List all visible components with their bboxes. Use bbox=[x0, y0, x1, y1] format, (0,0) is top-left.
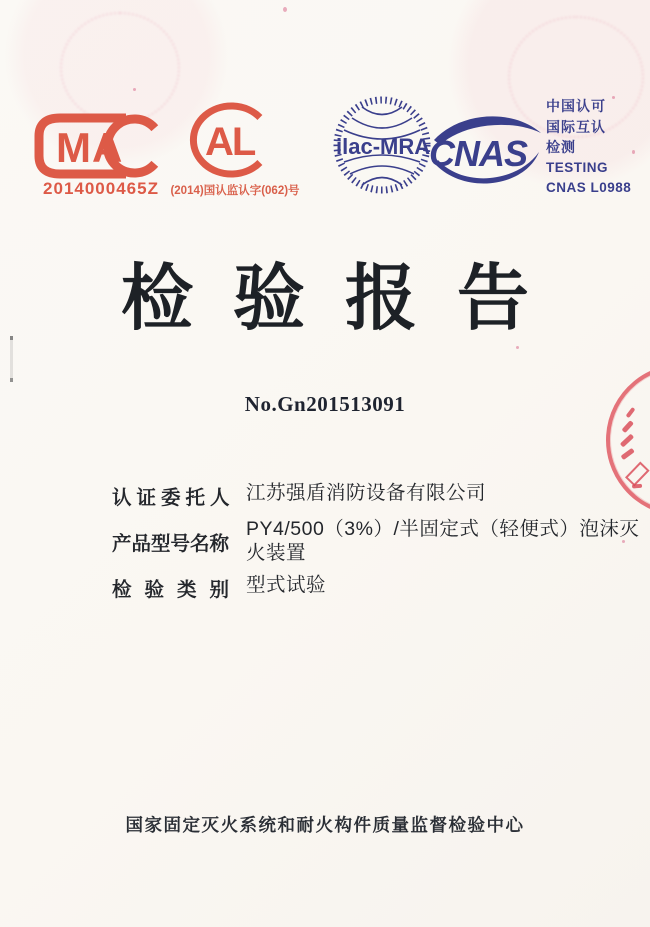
ink-speck bbox=[283, 7, 287, 12]
cma-mark-text: MA bbox=[56, 124, 124, 171]
cnas-line-cn-2: 国际互认 bbox=[546, 118, 606, 135]
cma-logo-icon bbox=[32, 112, 166, 180]
field-value-product-model: PY4/500（3%）/半固定式（轻便式）泡沫灭火装置 bbox=[246, 518, 640, 564]
cnas-line-testing: TESTING bbox=[546, 159, 609, 175]
cnas-line-cn-3: 检测 bbox=[546, 139, 576, 155]
red-seal-stamp-icon bbox=[586, 344, 650, 536]
cal-approval-caption: (2014)国认监认字(062)号 bbox=[170, 185, 300, 197]
cnas-line-number: CNAS L0988 bbox=[546, 180, 632, 195]
cnas-line-cn-1: 中国认可 bbox=[546, 98, 606, 114]
field-label-product-model: 产品型号名称 bbox=[112, 533, 230, 555]
ilac-mark-text: ilac-MRA bbox=[336, 134, 431, 159]
ilac-mra-logo-icon bbox=[332, 92, 432, 198]
field-label-applicant: 认证委托人 bbox=[112, 487, 235, 509]
field-label-test-type: 检验类别 bbox=[112, 579, 243, 601]
cal-logo-icon bbox=[184, 98, 276, 182]
ink-speck bbox=[133, 88, 136, 91]
cnas-mark-text: CNAS bbox=[429, 133, 528, 174]
cnas-logo-icon bbox=[428, 110, 544, 188]
cnas-accreditation-text bbox=[546, 96, 648, 199]
ink-speck bbox=[516, 346, 519, 349]
report-number: No.Gn201513091 bbox=[244, 392, 406, 416]
ghost-stamp-bleed-left bbox=[60, 12, 180, 124]
issuing-organization: 国家固定灭火系统和耐火构件质量监督检验中心 bbox=[125, 815, 525, 835]
field-value-test-type: 型式试验 bbox=[246, 574, 327, 596]
cma-certificate-number: 2014000465Z bbox=[43, 179, 159, 198]
cal-mark-text: AL bbox=[205, 120, 255, 164]
field-value-applicant: 江苏强盾消防设备有限公司 bbox=[246, 482, 487, 504]
page-title: 检验报告 bbox=[120, 256, 569, 340]
